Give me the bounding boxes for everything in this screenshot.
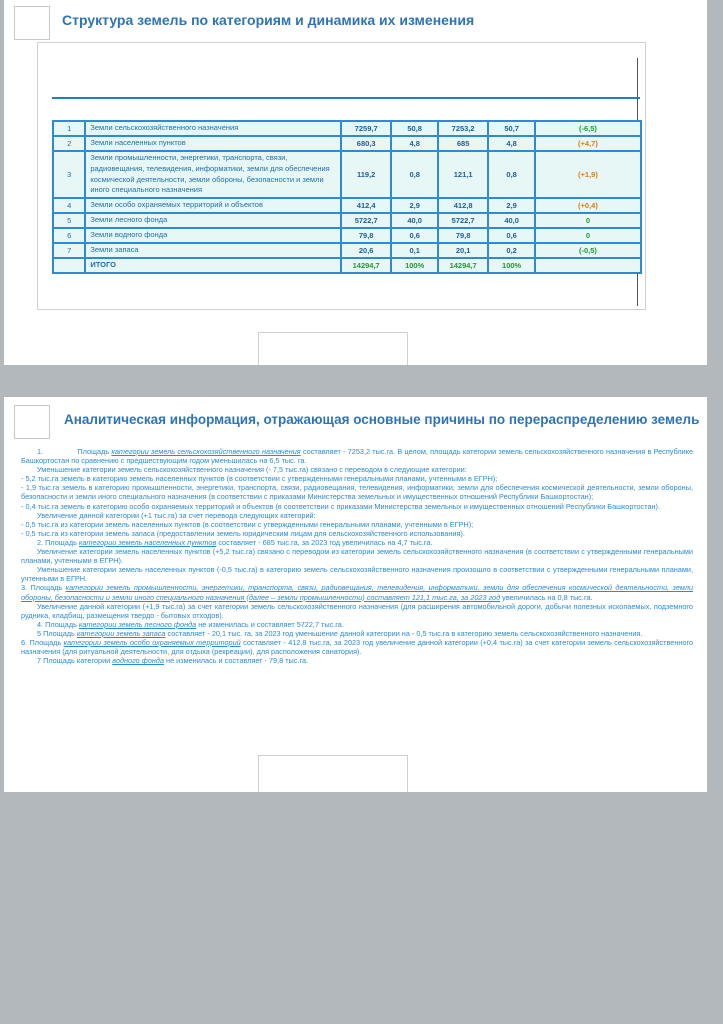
- share-percent-current: 100%: [488, 258, 534, 273]
- paragraph: Увеличение данной категории (+1,9 тыс.га) за счет категории земель сельскохозяйственного назначения (для расширения автомобильной дороги, добычи полезных ископаемых, подземного рудника, кладбищ, размещения твердо - бытовых отходов).: [21, 601, 693, 620]
- slide-corner-decoration: [14, 6, 50, 40]
- area-value-prev: 119,2: [341, 151, 392, 199]
- category-name: Земли водного фонда: [85, 228, 341, 243]
- paragraph: 6. Площадь категории земель особо охраняемых территорий составляет - 412,8 тыс.га, за 2023 год увеличение данной категории (+0,4 тыс.га) за счет категории земель сельскохозяйственного назначения (для ритуальной деятельности, для отдыха (рекреации), для расположения санатория).: [21, 637, 694, 657]
- paragraph: 4. Площадь категории земель лесного фонда не изменилась и составляет 5722,7 тыс.га.: [37, 619, 344, 629]
- table-row: [53, 136, 641, 151]
- slide-corner-decoration: [14, 405, 50, 439]
- paragraph: 2. Площадь категории земель населенных пунктов составляет - 685 тыс.га, за 2023 год увеличилась на 4,7 тыс.га.: [37, 537, 433, 547]
- share-percent-prev: 0,6: [391, 228, 437, 243]
- category-link[interactable]: категории земель особо охраняемых территорий: [63, 637, 241, 647]
- row-number: 3: [53, 151, 85, 199]
- share-percent-current: 0,6: [488, 228, 534, 243]
- footer-box: [258, 332, 408, 365]
- area-value-prev: 412,4: [341, 198, 392, 213]
- table-total-row: [53, 258, 641, 273]
- table-row: [53, 151, 641, 199]
- table-row: [53, 121, 641, 136]
- category-name: Земли населенных пунктов: [85, 136, 341, 151]
- category-name: ИТОГО: [85, 258, 341, 273]
- paragraph: - 5,2 тыс.га земель в категорию земель населенных пунктов (в соответствии с утвержденными генеральными планами, учтенными в ЕГРН);: [21, 474, 498, 484]
- row-number: 6: [53, 228, 85, 243]
- area-value-current: 14294,7: [438, 258, 489, 273]
- area-change: (+0,4): [535, 198, 641, 213]
- area-value-current: 79,8: [438, 228, 489, 243]
- area-value-prev: 14294,7: [341, 258, 392, 273]
- paragraph: - 0,5 тыс.га из категории земель запаса (предоставлении земель юридическим лицам для сельскохозяйственного использования).: [21, 528, 465, 538]
- share-percent-prev: 0,1: [391, 243, 437, 258]
- table-row: [53, 228, 641, 243]
- area-value-prev: 79,8: [341, 228, 392, 243]
- category-link[interactable]: категории земель промышленности, энергетики, транспорта, связи, радиовещания, телевидения, информатики, земли для обеспечения космической деятельности, земли обороны, безопасности и земли иного специального назначения (далее – земли промышленности) составляет 121,1 тыс.га, за 2023 год: [21, 583, 693, 602]
- slide-land-structure: [4, 0, 707, 365]
- paragraph: Уменьшение категории земель сельскохозяйственного назначения (- 7,5 тыс.га) связано с переводом в следующие категории:: [37, 465, 467, 475]
- paragraph: Уменьшение категории земель населенных пунктов (-0,5 тыс.га) в категорию земель сельскохозяйственного назначения произошло в соответствии с утвержденными генеральными планами, учтенными в ЕГРН.: [21, 565, 693, 584]
- row-number: 2: [53, 136, 85, 151]
- share-percent-current: 4,8: [488, 136, 534, 151]
- table-row: [53, 243, 641, 258]
- area-change: (+1,9): [535, 151, 641, 199]
- share-percent-current: 50,7: [488, 121, 534, 136]
- table-header-line: [52, 97, 640, 99]
- area-change: 0: [535, 228, 641, 243]
- area-value-current: 20,1: [438, 243, 489, 258]
- slide-analytics: [4, 397, 707, 792]
- paragraph: 7 Площадь категории водного фонда не изменилась и составляет - 79,8 тыс.га.: [37, 656, 309, 666]
- area-value-prev: 680,3: [341, 136, 392, 151]
- row-number: 4: [53, 198, 85, 213]
- table-row: [53, 198, 641, 213]
- analytics-text: [21, 447, 693, 665]
- category-name: Земли промышленности, энергетики, транспорта, связи, радиовещания, телевидения, информатики, земли для обеспечения космической деятельности, земли обороны, безопасности и земли иного специального назначения: [85, 151, 341, 199]
- share-percent-current: 2,9: [488, 198, 534, 213]
- share-percent-current: 0,2: [488, 243, 534, 258]
- area-value-prev: 5722,7: [341, 213, 392, 228]
- row-number: 7: [53, 243, 85, 258]
- area-change: (-6,5): [535, 121, 641, 136]
- area-change: (+4,7): [535, 136, 641, 151]
- area-change: 0: [535, 213, 641, 228]
- category-link[interactable]: водного фонда: [112, 656, 165, 666]
- paragraph: 3. Площадь категории земель промышленности, энергетики, транспорта, связи, радиовещания, телевидения, информатики, земли для обеспечения космической деятельности, земли обороны, безопасности и земли иного специального назначения (далее – земли промышленности) составляет 121,1 тыс.га, за 2023 год увеличилась на 0,8 тыс.га.: [21, 583, 693, 602]
- row-number: 1: [53, 121, 85, 136]
- area-value-current: 7253,2: [438, 121, 489, 136]
- category-name: Земли особо охраняемых территорий и объектов: [85, 198, 341, 213]
- share-percent-prev: 40,0: [391, 213, 437, 228]
- area-value-prev: 20,6: [341, 243, 392, 258]
- paragraph: 1. Площадь категории земель сельскохозяйственного назначения составляет - 7253,2 тыс.га. В целом, площадь категории земель сельскохозяйственного назначения в Республике Башкортостан по сравнению с предшествующим годом уменьшилась на 6,5 тыс. га.: [21, 447, 694, 466]
- paragraph: - 0,5 тыс.га из категории земель населенных пунктов (в соответствии с утвержденными генеральными планами, учтенными в ЕГРН);: [21, 519, 474, 529]
- footer-box: [258, 755, 408, 792]
- category-link[interactable]: категории земель сельскохозяйственного назначения: [111, 447, 301, 456]
- area-value-current: 685: [438, 136, 489, 151]
- paragraph: 5 Площадь категории земель запаса составляет - 20,1 тыс. га, за 2023 год уменьшение данной категории на - 0,5 тыс.га в категорию земель сельскохозяйственного назначения.: [37, 628, 643, 638]
- row-number: [53, 258, 85, 273]
- paragraph: Увеличение данной категории (+1 тыс.га) за счет перевода следующих категорий:: [37, 510, 316, 520]
- paragraph: Увеличение категории земель населенных пунктов (+5,2 тыс.га) связано с переводом из категории земель сельскохозяйственного назначения (в соответствии с утвержденными генеральными планами, учтенными в ЕГРН).: [21, 547, 693, 566]
- row-number: 5: [53, 213, 85, 228]
- share-percent-current: 40,0: [488, 213, 534, 228]
- category-link[interactable]: категории земель населенных пунктов: [78, 537, 217, 547]
- slide-title: Аналитическая информация, отражающая основные причины по перераспределению земель: [64, 412, 700, 427]
- table-row: [53, 213, 641, 228]
- paragraph: - 1,9 тыс.га земель в категорию промышленности, энергетики, транспорта, связи, радиовещания, телевидения, информатики, земли для обеспечения космической деятельности, земли обороны, безопасности и земли иного специального назначения (в соответствии с приказами Министерства земельных и имущественных отношений Республики Башкортостан);: [21, 483, 693, 502]
- category-link[interactable]: категории земель запаса: [76, 628, 166, 638]
- area-value-current: 121,1: [438, 151, 489, 199]
- category-link[interactable]: категории земель лесного фонда: [78, 619, 197, 629]
- share-percent-prev: 100%: [391, 258, 437, 273]
- share-percent-prev: 4,8: [391, 136, 437, 151]
- share-percent-prev: 0,8: [391, 151, 437, 199]
- paragraph: - 0,4 тыс.га земель в категорию особо охраняемых территорий и объектов (в соответствии с приказами Министерства земельных и имущественных отношений Республики Башкортостан).: [21, 501, 660, 511]
- share-percent-prev: 50,8: [391, 121, 437, 136]
- share-percent-prev: 2,9: [391, 198, 437, 213]
- area-value-prev: 7259,7: [341, 121, 392, 136]
- area-value-current: 5722,7: [438, 213, 489, 228]
- slide-title: Структура земель по категориям и динамика их изменения: [62, 12, 475, 28]
- category-name: Земли сельскохозяйственного назначения: [85, 121, 341, 136]
- category-name: Земли запаса: [85, 243, 341, 258]
- category-name: Земли лесного фонда: [85, 213, 341, 228]
- area-change: [535, 258, 641, 273]
- share-percent-current: 0,8: [488, 151, 534, 199]
- land-categories-table: [52, 120, 642, 274]
- area-value-current: 412,8: [438, 198, 489, 213]
- area-change: (-0,5): [535, 243, 641, 258]
